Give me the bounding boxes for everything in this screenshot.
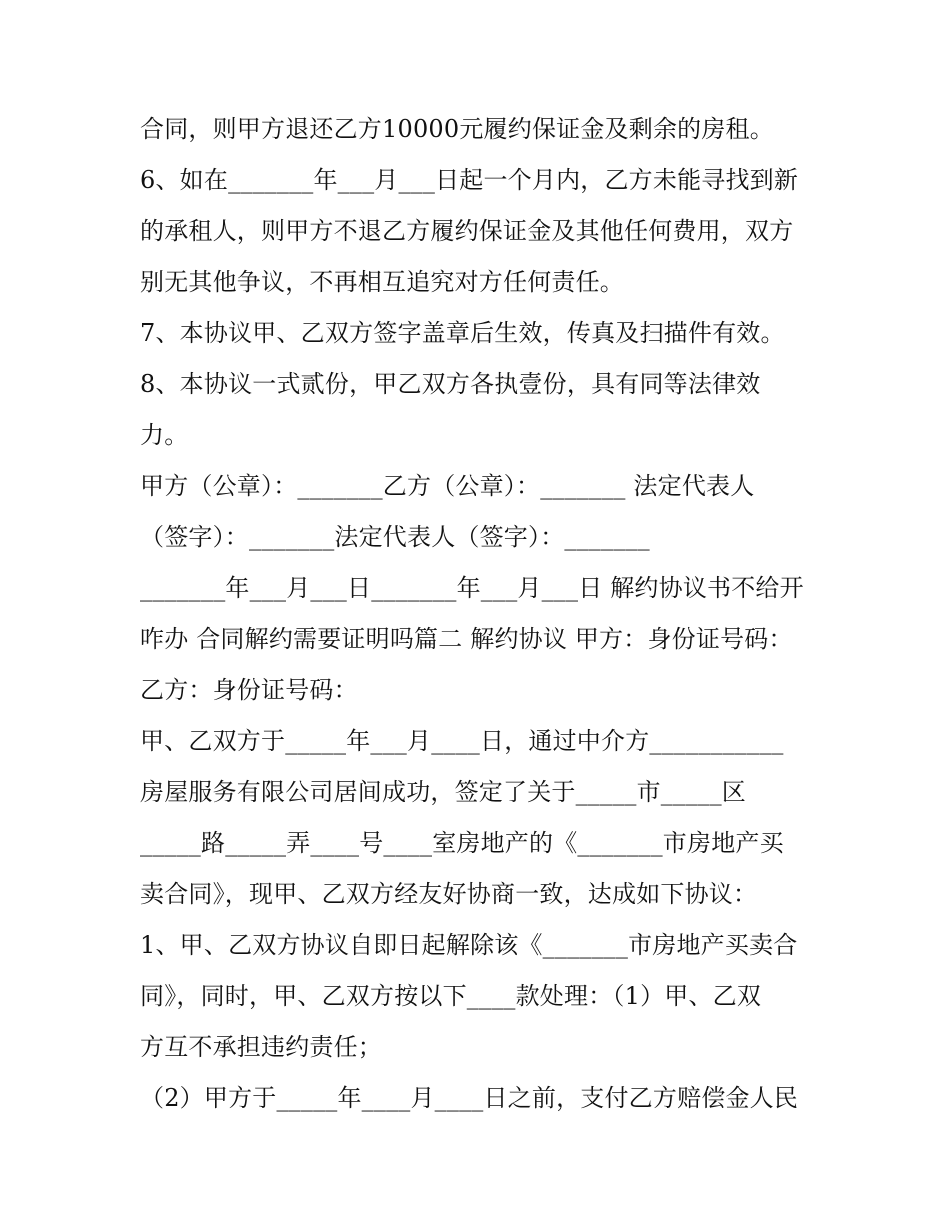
text-line: 力。 bbox=[140, 421, 189, 449]
text-line: 6、如在_______年___月___日起一个月内，乙方未能寻找到新 bbox=[140, 166, 799, 194]
document-body bbox=[140, 104, 830, 1124]
text-line: _______年___月___日_______年___月___日 解约协议书不给开 bbox=[140, 574, 804, 602]
text-line: 同》，同时，甲、乙双方按以下____款处理：（1）甲、乙双 bbox=[140, 982, 762, 1010]
text-line: 房屋服务有限公司居间成功，签定了关于_____市_____区 bbox=[140, 778, 746, 806]
text-line: 8、本协议一式贰份，甲乙双方各执壹份，具有同等法律效 bbox=[140, 370, 761, 398]
text-line: _____路_____弄____号____室房地产的《_______市房地产买 bbox=[140, 829, 784, 857]
text-line: 乙方：身份证号码： bbox=[140, 676, 358, 704]
text-line: （签字）：_______法定代表人（签字）：_______ bbox=[140, 523, 650, 551]
text-line: （2）甲方于_____年____月____日之前，支付乙方赔偿金人民 bbox=[140, 1084, 799, 1112]
text-line: 甲、乙双方于_____年___月____日，通过中介方___________ bbox=[140, 727, 784, 755]
text-line: 7、本协议甲、乙双方签字盖章后生效，传真及扫描件有效。 bbox=[140, 319, 785, 347]
text-line: 咋办 合同解约需要证明吗篇二 解约协议 甲方：身份证号码： bbox=[140, 625, 793, 653]
text-line: 方互不承担违约责任； bbox=[140, 1033, 382, 1061]
text-line: 合同，则甲方退还乙方10000元履约保证金及剩余的房租。 bbox=[140, 115, 774, 143]
text-line: 别无其他争议，不再相互追究对方任何责任。 bbox=[140, 268, 624, 296]
text-line: 的承租人，则甲方不退乙方履约保证金及其他任何费用，双方 bbox=[140, 217, 794, 245]
text-line: 卖合同》，现甲、乙双方经友好协商一致，达成如下协议： bbox=[140, 880, 758, 908]
text-line: 甲方（公章）：_______乙方（公章）：_______ 法定代表人 bbox=[140, 472, 755, 500]
text-line: 1、甲、乙双方协议自即日起解除该《_______市房地产买卖合 bbox=[140, 931, 798, 959]
